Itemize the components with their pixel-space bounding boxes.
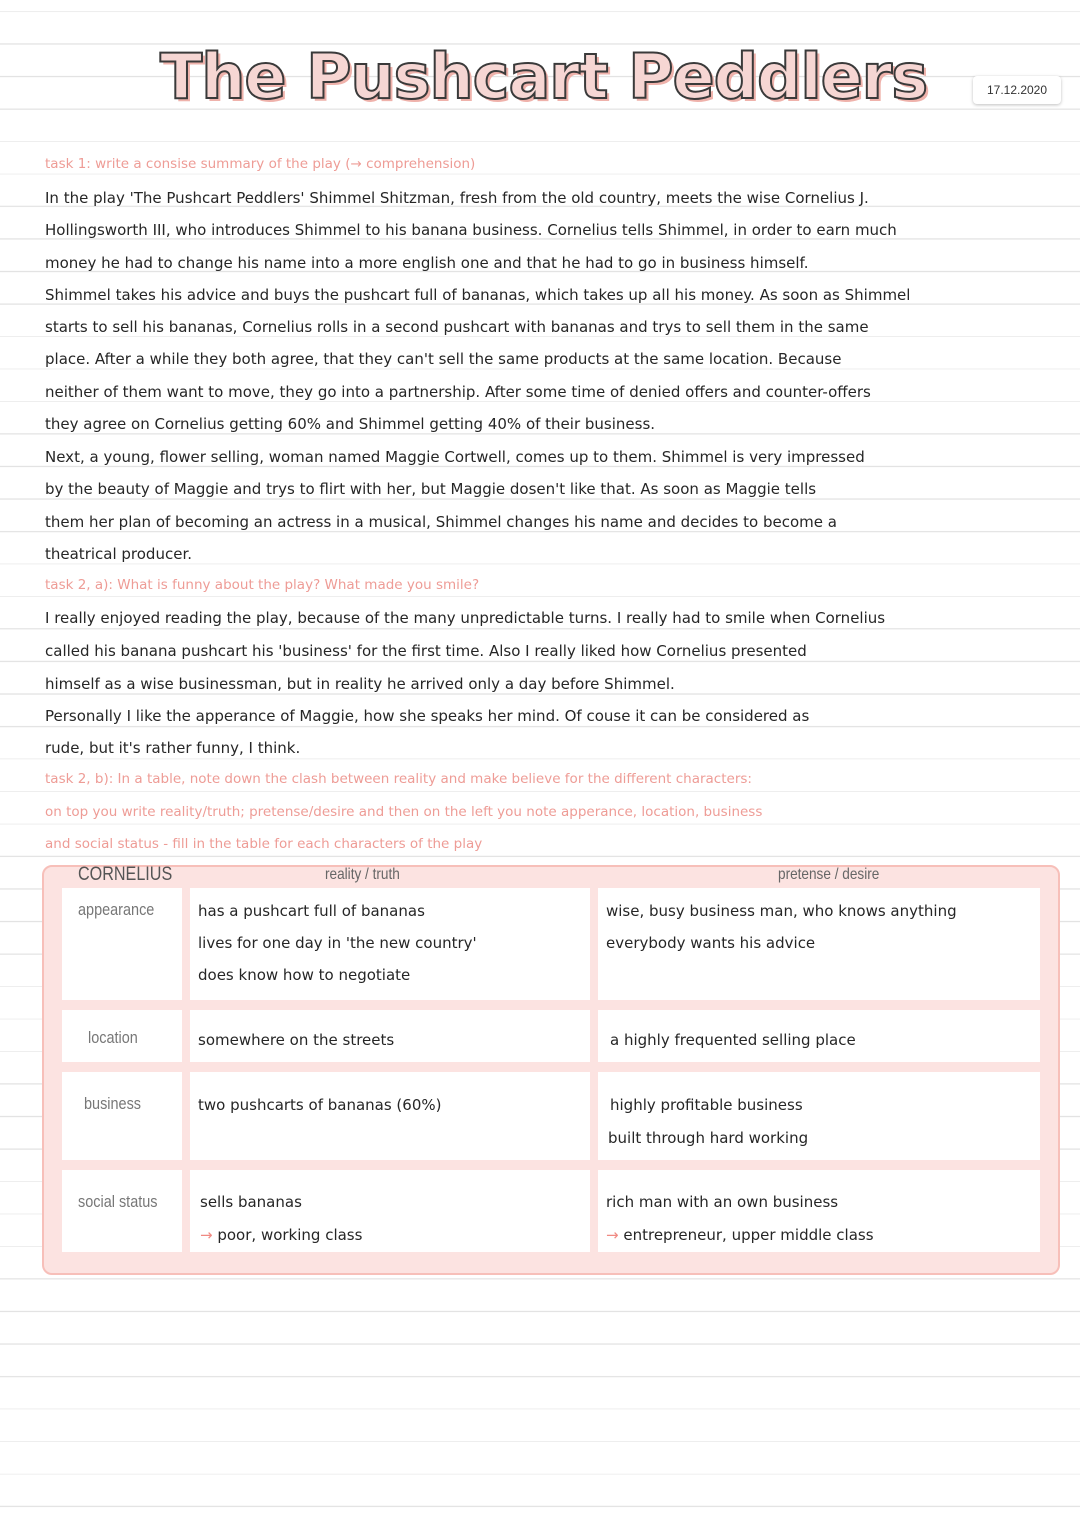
- task1-line: Hollingsworth III, who introduces Shimmel to his banana business. Cornelius tells Shimmel, in order to earn much: [45, 221, 897, 239]
- task1-line: place. After a while they both agree, that they can't sell the same products at the same location. Because: [45, 350, 842, 368]
- reality-text: poor, working class: [217, 1226, 363, 1244]
- pretense-text: rich man with an own business: [606, 1193, 839, 1211]
- task1-line: neither of them want to move, they go into a partnership. After some time of denied offers and counter-offers: [45, 383, 871, 401]
- task1-line: them her plan of becoming an actress in a musical, Shimmel changes his name and decides to become a: [45, 513, 837, 531]
- row-label-social-status: social status: [78, 1192, 158, 1211]
- task1-heading: task 1: write a consise summary of the play (→ comprehension): [45, 156, 476, 172]
- task2b-heading: task 2, b): In a table, note down the clash between reality and make believe for the different characters:: [45, 771, 752, 787]
- task2a-line: himself as a wise businessman, but in reality he arrived only a day before Shimmel.: [45, 675, 675, 693]
- task2a-line: rude, but it's rather funny, I think.: [45, 739, 301, 757]
- pretense-text: wise, busy business man, who knows anything: [606, 902, 957, 920]
- pretense-text-arrow-line: [606, 1226, 874, 1244]
- reality-text: two pushcarts of bananas (60%): [198, 1096, 442, 1114]
- reality-text: sells bananas: [200, 1193, 302, 1211]
- task1-line: Shimmel takes his advice and buys the pushcart full of bananas, which takes up all his money. As soon as Shimmel: [45, 286, 911, 304]
- task1-line: by the beauty of Maggie and trys to flirt with her, but Maggie dosen't like that. As soon as Maggie tells: [45, 480, 817, 498]
- table-cell: [190, 1072, 590, 1160]
- reality-text: does know how to negotiate: [198, 966, 411, 984]
- task1-line: theatrical producer.: [45, 545, 192, 563]
- date-badge: 17.12.2020: [973, 76, 1061, 104]
- column-header-reality: reality / truth: [325, 866, 400, 883]
- task2a-line: called his banana pushcart his 'business' for the first time. Also I really liked how Cornelius presented: [45, 642, 807, 660]
- reality-text: has a pushcart full of bananas: [198, 902, 425, 920]
- pretense-text: entrepreneur, upper middle class: [623, 1226, 874, 1244]
- arrow-right-icon: →: [200, 1226, 213, 1244]
- task1-line: money he had to change his name into a more english one and that he had to go in business himself.: [45, 254, 809, 272]
- task2b-heading: on top you write reality/truth; pretense/desire and then on the left you note apperance, location, business: [45, 804, 763, 820]
- task2a-heading: task 2, a): What is funny about the play? What made you smile?: [45, 577, 480, 593]
- character-name: CORNELIUS: [78, 864, 173, 885]
- reality-text: somewhere on the streets: [198, 1031, 395, 1049]
- task1-line: starts to sell his bananas, Cornelius rolls in a second pushcart with bananas and trys to sell them in the same: [45, 318, 869, 336]
- arrow-right-icon: →: [606, 1226, 619, 1244]
- row-label-appearance: appearance: [78, 900, 155, 919]
- pretense-text: built through hard working: [608, 1129, 809, 1147]
- row-label-business: business: [84, 1094, 142, 1113]
- pretense-text: a highly frequented selling place: [610, 1031, 856, 1049]
- table-cell: [62, 1072, 182, 1160]
- task1-line: they agree on Cornelius getting 60% and Shimmel getting 40% of their business.: [45, 415, 656, 433]
- task1-line: In the play 'The Pushcart Peddlers' Shimmel Shitzman, fresh from the old country, meets the wise Cornelius J.: [45, 189, 869, 207]
- reality-text-arrow-line: [200, 1226, 362, 1244]
- pretense-text: everybody wants his advice: [606, 934, 816, 952]
- task2a-line: Personally I like the apperance of Maggie, how she speaks her mind. Of couse it can be considered as: [45, 707, 810, 725]
- reality-text: lives for one day in 'the new country': [198, 934, 477, 952]
- pretense-text: highly profitable business: [610, 1096, 803, 1114]
- row-label-location: location: [88, 1028, 138, 1047]
- task2a-line: I really enjoyed reading the play, because of the many unpredictable turns. I really had to smile when Cornelius: [45, 609, 886, 627]
- task1-line: Next, a young, flower selling, woman named Maggie Cortwell, comes up to them. Shimmel is very impressed: [45, 448, 865, 466]
- column-header-pretense: pretense / desire: [778, 866, 880, 883]
- page-title: The Pushcart Peddlers: [160, 40, 928, 113]
- task2b-heading: and social status - fill in the table for each characters of the play: [45, 836, 483, 852]
